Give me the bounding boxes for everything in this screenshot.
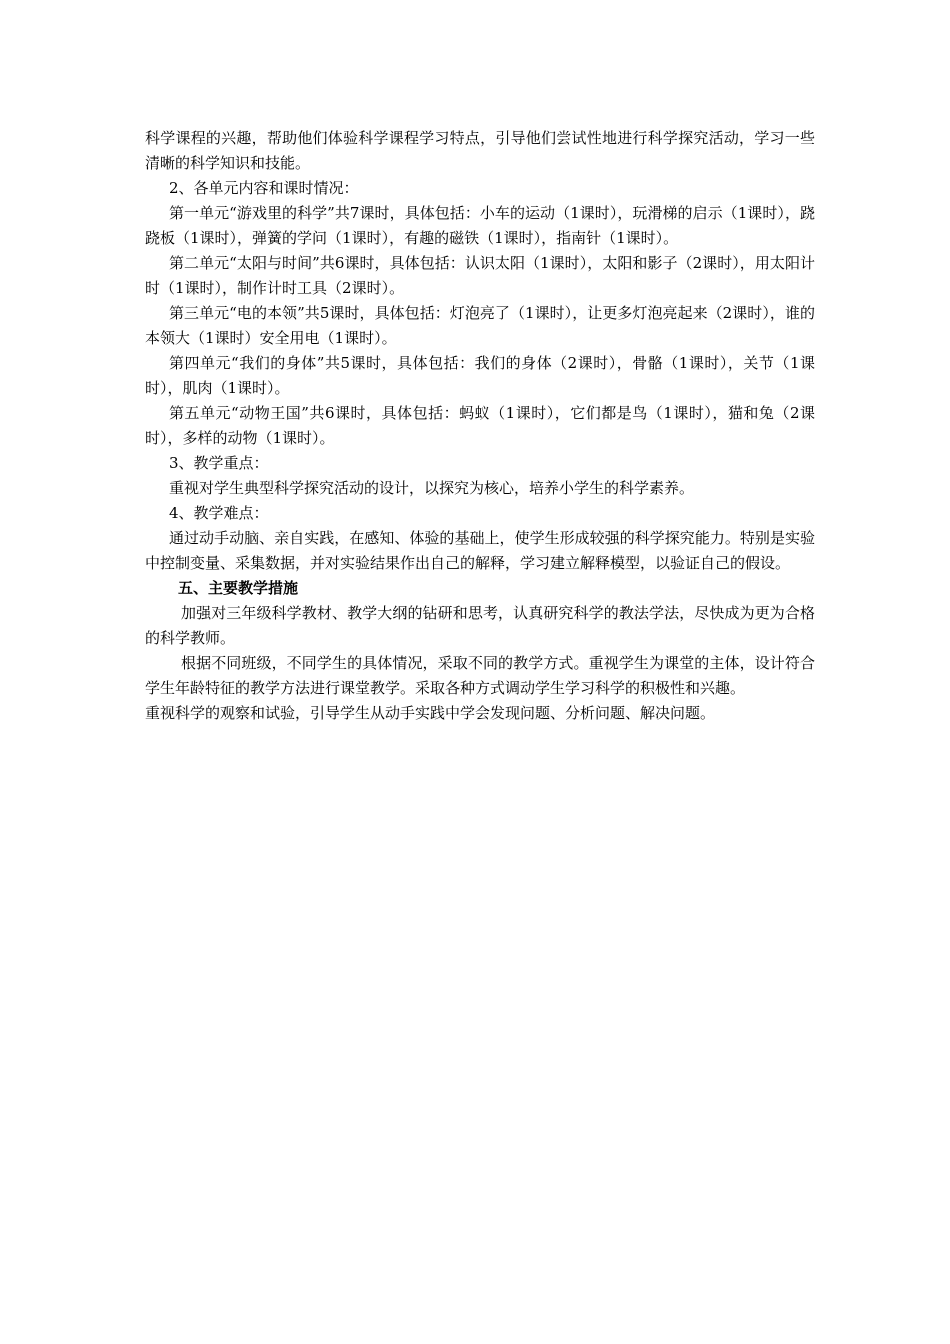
paragraph-measure-2: 根据不同班级，不同学生的具体情况，采取不同的教学方式。重视学生为课堂的主体，设计符合学生年龄特征的教学方法进行课堂教学。采取各种方式调动学生学习科学的积极性和兴趣。 <box>145 654 815 697</box>
section-heading-teaching-measures: 五、主要教学措施 <box>178 579 299 597</box>
heading-unit-content: 2、各单元内容和课时情况： <box>169 179 359 197</box>
paragraph-unit-2: 第二单元“太阳与时间”共6课时，具体包括：认识太阳（1课时），太阳和影子（2课时），用太阳计时（1课时），制作计时工具（2课时）。 <box>145 254 815 297</box>
paragraph-teaching-difficulty: 通过动手动脑、亲自实践，在感知、体验的基础上，使学生形成较强的科学探究能力。特别是实验中控制变量、采集数据，并对实验结果作出自己的解释，学习建立解释模型，以验证自己的假设。 <box>145 529 815 572</box>
paragraph-unit-5: 第五单元“动物王国”共6课时，具体包括：蚂蚁（1课时），它们都是鸟（1课时），猫和兔（2课时），多样的动物（1课时）。 <box>145 404 815 447</box>
document-body <box>145 126 815 726</box>
paragraph-measure-3: 重视科学的观察和试验，引导学生从动手实践中学会发现问题、分析问题、解决问题。 <box>145 704 716 722</box>
paragraph-teaching-focus: 重视对学生典型科学探究活动的设计，以探究为核心，培养小学生的科学素养。 <box>169 479 695 497</box>
paragraph-unit-1: 第一单元“游戏里的科学”共7课时，具体包括：小车的运动（1课时），玩滑梯的启示（1课时），跷跷板（1课时），弹簧的学问（1课时），有趣的磁铁（1课时），指南针（1课时）。 <box>145 204 815 247</box>
heading-teaching-difficulty: 4、教学难点： <box>169 504 269 522</box>
paragraph-measure-1: 加强对三年级科学教材、教学大纲的钻研和思考，认真研究科学的教法学法，尽快成为更为合格的科学教师。 <box>145 604 815 647</box>
heading-teaching-focus: 3、教学重点： <box>169 454 269 472</box>
paragraph-unit-3: 第三单元“电的本领”共5课时，具体包括：灯泡亮了（1课时），让更多灯泡亮起来（2课时），谁的本领大（1课时）安全用电（1课时）。 <box>145 304 815 347</box>
paragraph-unit-4: 第四单元“我们的身体”共5课时，具体包括：我们的身体（2课时），骨骼（1课时），关节（1课时），肌肉（1课时）。 <box>145 354 815 397</box>
paragraph-course-interest: 科学课程的兴趣，帮助他们体验科学课程学习特点，引导他们尝试性地进行科学探究活动，学习一些清晰的科学知识和技能。 <box>145 129 815 172</box>
